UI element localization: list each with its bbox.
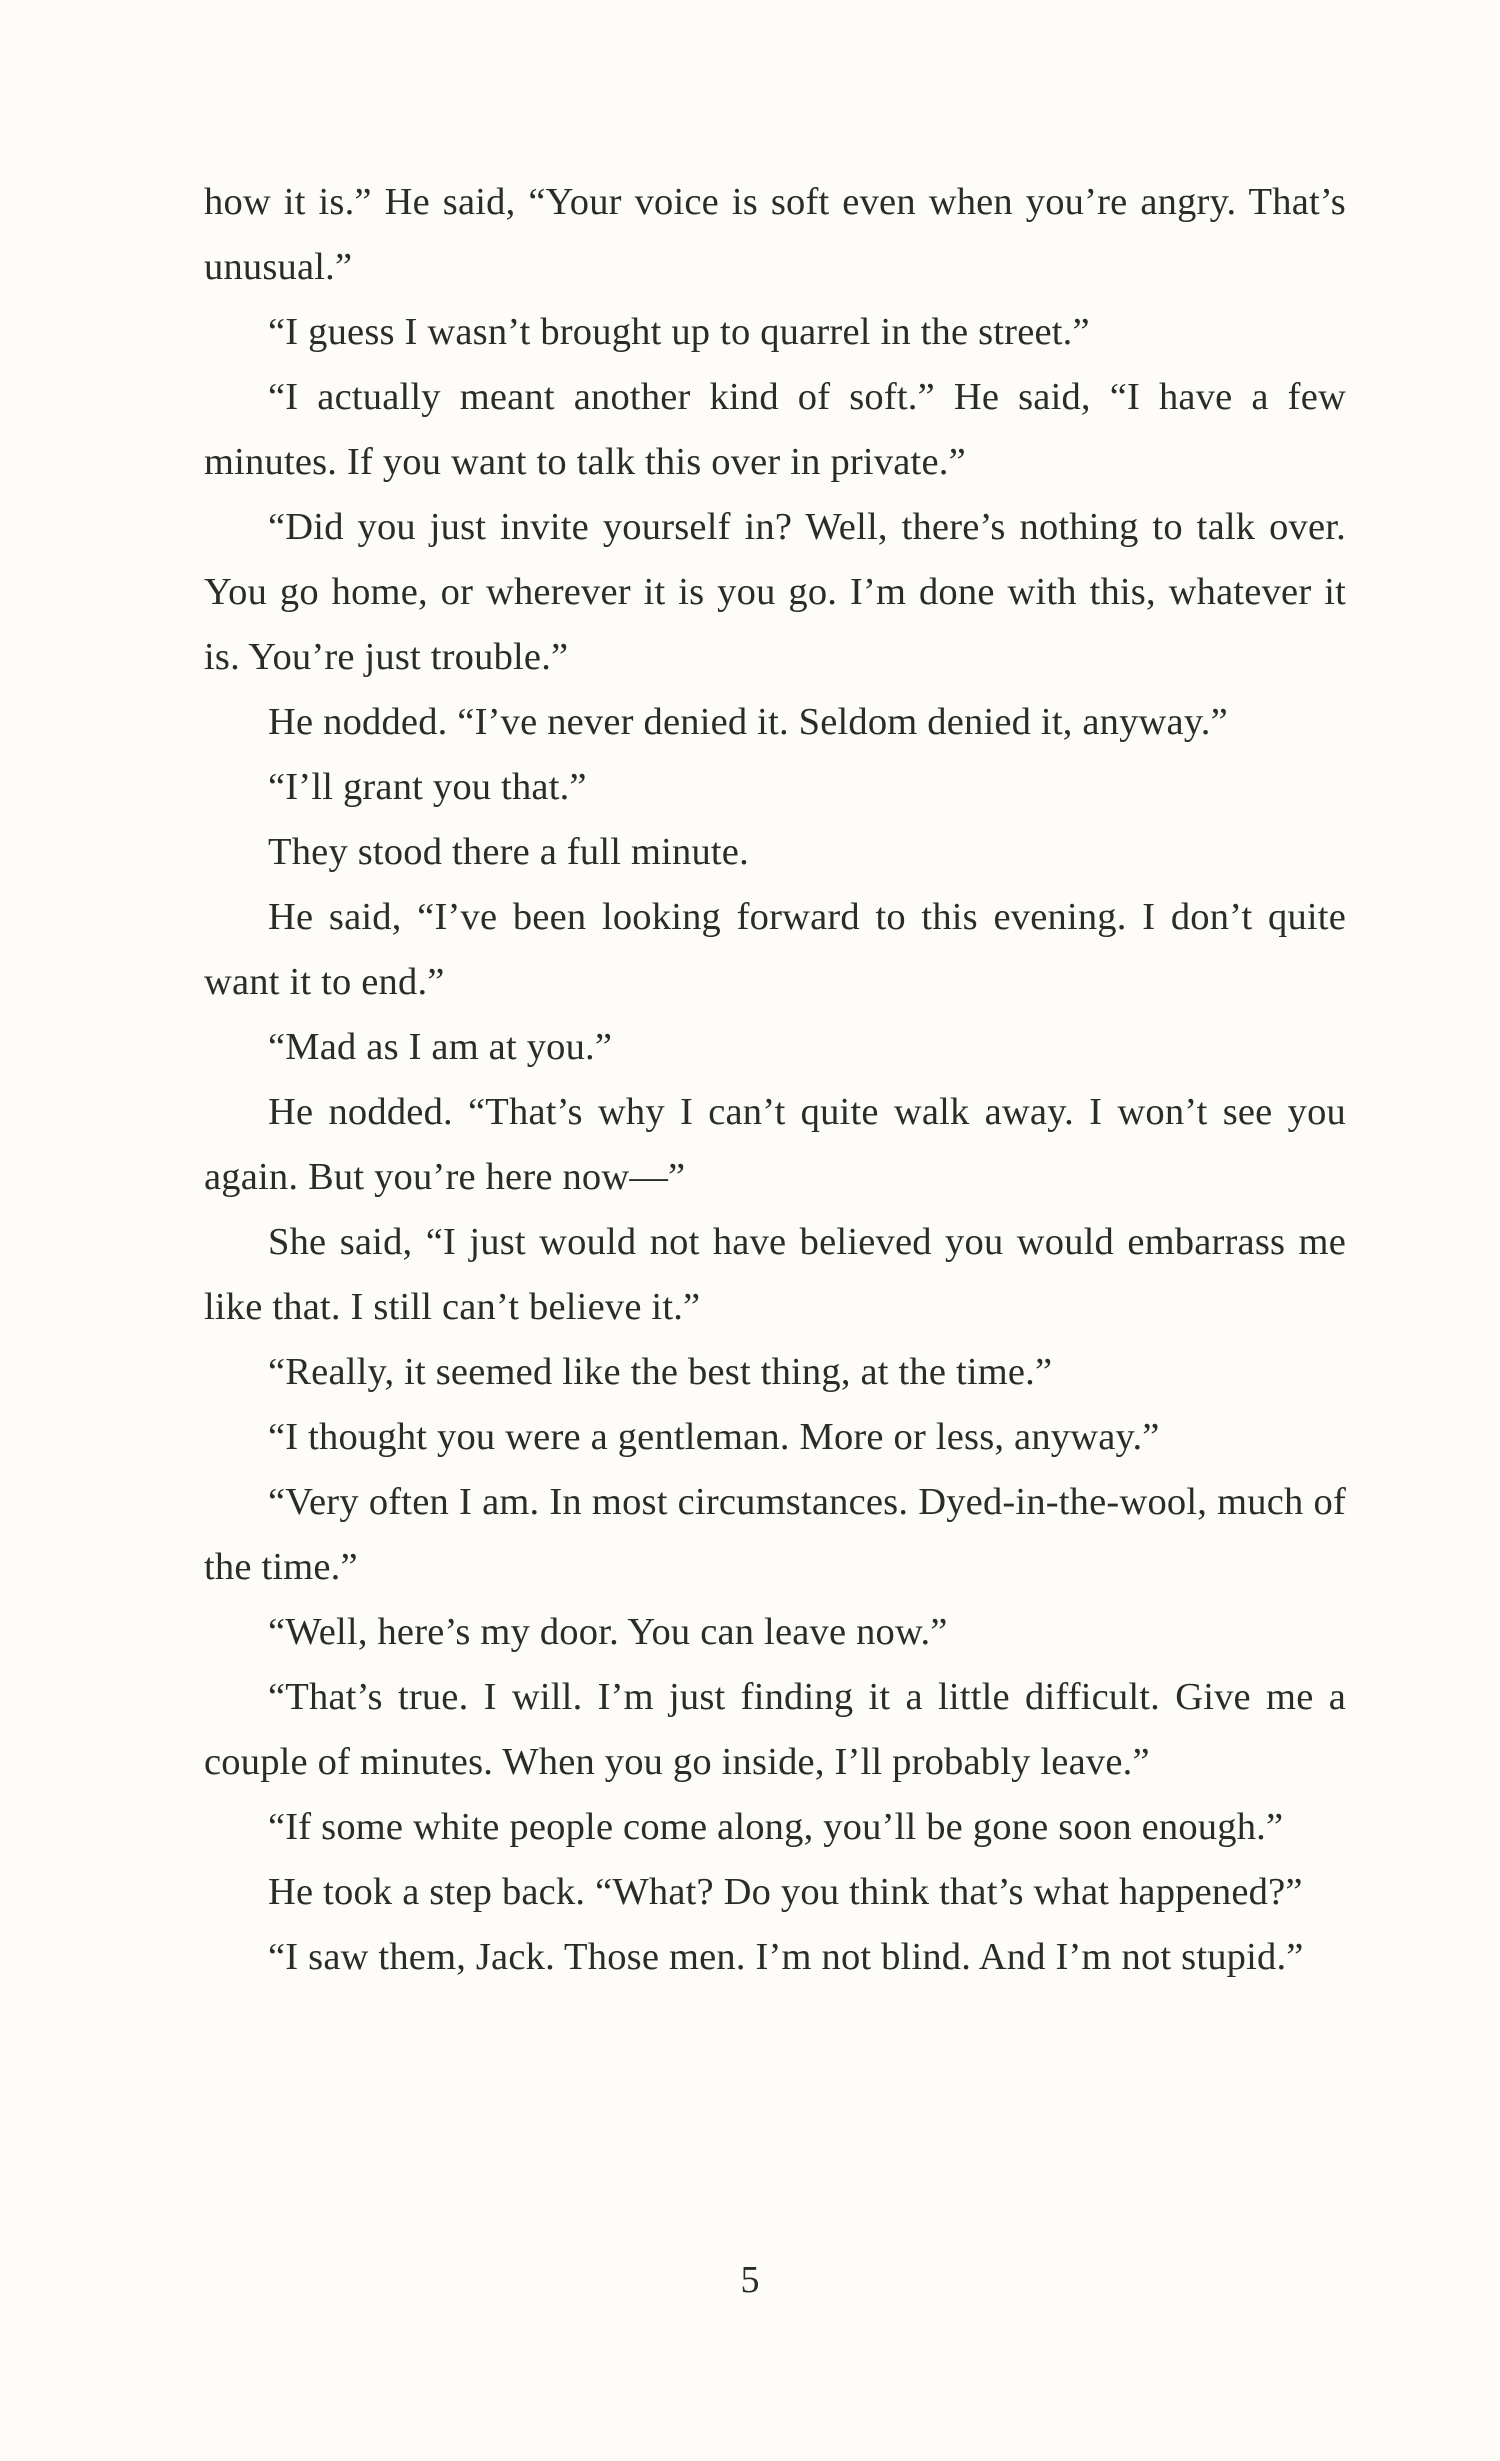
paragraph: “Very often I am. In most circumstances. Dyed-in-the-wool, much of the time.” xyxy=(204,1481,1346,1588)
paragraph: “I thought you were a gentleman. More or less, anyway.” xyxy=(268,1416,1160,1458)
paragraph: “That’s true. I will. I’m just finding it a little difficult. Give me a couple of minutes. When you go inside, I’ll probably leave.” xyxy=(204,1676,1346,1783)
page-number: 5 xyxy=(740,2259,760,2301)
paragraph: He nodded. “That’s why I can’t quite walk away. I won’t see you again. But you’re here now—” xyxy=(204,1091,1346,1198)
paragraph: how it is.” He said, “Your voice is soft even when you’re angry. That’s unusual.” xyxy=(204,181,1346,288)
body-text xyxy=(204,170,1346,1990)
paragraph: “Well, here’s my door. You can leave now.” xyxy=(268,1611,948,1653)
paragraph: He said, “I’ve been looking forward to this evening. I don’t quite want it to end.” xyxy=(204,896,1346,1003)
paragraph: “Did you just invite yourself in? Well, there’s nothing to talk over. You go home, or wherever it is you go. I’m done with this, whatever it is. You’re just trouble.” xyxy=(204,506,1346,678)
paragraph: “I guess I wasn’t brought up to quarrel in the street.” xyxy=(268,311,1090,353)
paragraph: “I’ll grant you that.” xyxy=(268,766,587,808)
paragraph: “Really, it seemed like the best thing, at the time.” xyxy=(268,1351,1053,1393)
paragraph: “If some white people come along, you’ll be gone soon enough.” xyxy=(268,1806,1284,1848)
paragraph: He took a step back. “What? Do you think that’s what happened?” xyxy=(268,1871,1303,1913)
paragraph: “Mad as I am at you.” xyxy=(268,1026,613,1068)
paragraph: They stood there a full minute. xyxy=(268,831,749,873)
paragraph: “I actually meant another kind of soft.” He said, “I have a few minutes. If you want to talk this over in private.” xyxy=(204,376,1346,483)
paragraph: “I saw them, Jack. Those men. I’m not blind. And I’m not stupid.” xyxy=(268,1936,1304,1978)
paragraph: She said, “I just would not have believed you would embarrass me like that. I still can’t believe it.” xyxy=(204,1221,1346,1328)
paragraph: He nodded. “I’ve never denied it. Seldom denied it, anyway.” xyxy=(268,701,1228,743)
